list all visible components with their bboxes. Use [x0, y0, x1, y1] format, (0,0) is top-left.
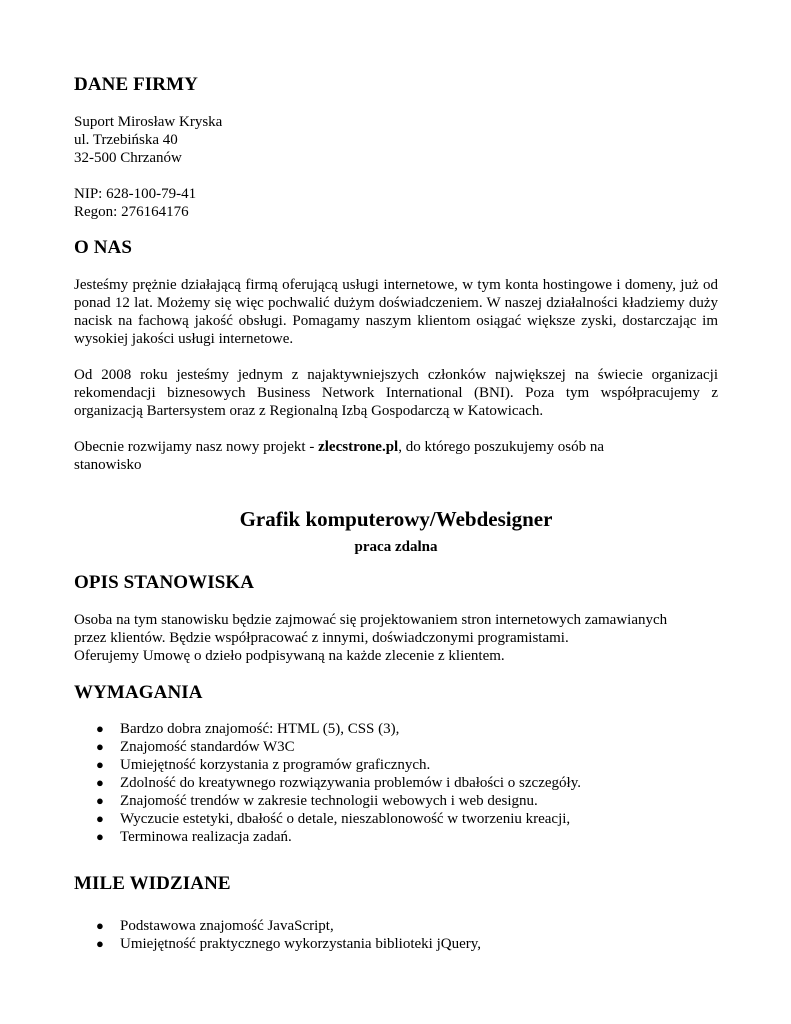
company-street: ul. Trzebińska 40 [74, 132, 178, 148]
bullet-icon: ● [96, 775, 104, 790]
company-name: Suport Mirosław Kryska [74, 114, 223, 130]
requirements-heading: WYMAGANIA [74, 682, 203, 703]
about-paragraph-1: Jesteśmy prężnie działającą firmą oferującą usługi internetowe, w tym konta hostingowe i domeny, już od ponad 12 lat. Możemy się więc pochwalić dużym doświadczeniem. W naszej działalności kładziemy duży nacisk na fachową jakość obsługi. Pomagamy naszym klientom osiągać większe zyski, dostarczając im wysokiej jakości usługi internetowe. [74, 277, 718, 347]
bullet-icon: ● [96, 721, 104, 736]
list-item: ● Zdolność do kreatywnego rozwiązywania problemów i dbałości o szczegóły. [96, 775, 581, 791]
company-nip: NIP: 628-100-79-41 [74, 186, 197, 202]
list-item: ● Wyczucie estetyki, dbałość o detale, nieszablonowość w tworzeniu kreacji, [96, 811, 571, 827]
about-paragraph-2: Od 2008 roku jesteśmy jednym z najaktywniejszych członków największej na świecie organizacji rekomendacji biznesowych Business Network International (BNI). Poza tym współpracujemy z organizacją Bartersystem oraz z Regionalną Izbą Gospodarczą w Katowicach. [74, 367, 718, 419]
job-title: Grafik komputerowy/Webdesigner [239, 507, 553, 531]
bullet-icon: ● [96, 757, 104, 772]
description-line-2: przez klientów. Będzie współpracować z innymi, doświadczonymi programistami. [74, 630, 569, 646]
company-heading: DANE FIRMY [74, 74, 198, 95]
list-item: ● Bardzo dobra znajomość: HTML (5), CSS (3), [96, 721, 400, 737]
bullet-icon: ● [96, 829, 104, 844]
about-project-line2: stanowisko [74, 457, 142, 473]
requirements-list [74, 720, 718, 846]
bullet-icon: ● [96, 739, 104, 754]
bullet-icon: ● [96, 936, 104, 951]
description-body [74, 611, 718, 665]
nice-to-have-heading: MILE WIDZIANE [74, 873, 231, 894]
bullet-icon: ● [96, 793, 104, 808]
job-subtitle: praca zdalna [354, 539, 438, 555]
bullet-icon: ● [96, 811, 104, 826]
nice-to-have-list [74, 917, 718, 953]
project-link[interactable]: zlecstrone.pl [318, 439, 399, 455]
list-item: ● Znajomość trendów w zakresie technologii webowych i web designu. [96, 793, 538, 809]
about-project-intro: Obecnie rozwijamy nasz nowy projekt - [74, 439, 319, 455]
company-address [74, 113, 718, 167]
list-item: ● Terminowa realizacja zadań. [96, 829, 292, 845]
company-regon: Regon: 276164176 [74, 204, 189, 220]
about-heading: O NAS [74, 237, 133, 258]
description-line-1: Osoba na tym stanowisku będzie zajmować się projektowaniem stron internetowych zamawianych [74, 612, 668, 628]
list-item: ● Umiejętność korzystania z programów graficznych. [96, 757, 431, 773]
about-paragraph-3 [74, 438, 718, 474]
company-city: 32-500 Chrzanów [74, 150, 182, 166]
about-project-outro: , do którego poszukujemy osób na [398, 439, 605, 455]
description-line-3: Oferujemy Umowę o dzieło podpisywaną na każde zlecenie z klientem. [74, 648, 505, 664]
list-item: ● Umiejętność praktycznego wykorzystania biblioteki jQuery, [96, 936, 482, 952]
list-item: ● Znajomość standardów W3C [96, 739, 295, 755]
description-heading: OPIS STANOWISKA [74, 572, 255, 593]
bullet-icon: ● [96, 918, 104, 933]
company-registration [74, 185, 718, 221]
list-item: ● Podstawowa znajomość JavaScript, [96, 918, 334, 934]
